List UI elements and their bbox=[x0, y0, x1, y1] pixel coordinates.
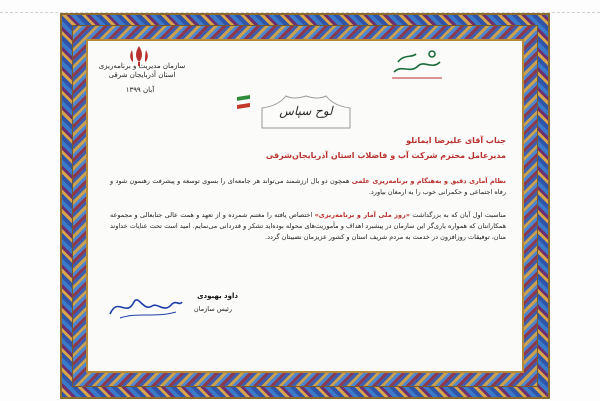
organization-name: سازمان مدیریت و برنامه‌ریزی استان آذربایجان شرقی bbox=[98, 62, 186, 79]
paragraph-1-text: همچون دو بال ارزشمند می‌تواند هر جامعه‌ای را بسوی توسعه و پیشرفت رهنمون شود و رفاه اجتماعی و حکمرانی خوب را به ارمغان بیاورد. bbox=[110, 177, 506, 196]
paragraph-2-text: اختصاص یافته را مغتنم شمرده و از تعهد و همت عالی جنابعالی و مجموعه همکارانتان که همواره یاری‌گر این سازمان در پیشبرد اهداف و مأموریت‌های محوله بوده‌اید تشکر و قدردانی می‌نمایم. امید است تحت عنایات خداوند منان، توفیقات روزافزون در خدمت به مردم شریف استان و کشور عزیزمان نصیبتان گردد. bbox=[110, 211, 506, 241]
paragraph-2 bbox=[110, 210, 506, 243]
paragraph-2-highlight: «روز ملی آمار و برنامه‌ریزی» bbox=[314, 211, 411, 219]
flag-icon bbox=[236, 95, 252, 109]
paragraph-2-start: مناسبت اول آبان که به بزرگداشت bbox=[410, 211, 507, 219]
signer-name: داود بهبودی bbox=[197, 292, 238, 300]
paragraph-1-highlight: نظام آماری دقیق و به‌هنگام و برنامه‌ریزی علمی bbox=[351, 177, 506, 185]
certificate-title: لوح سپاس bbox=[279, 104, 333, 118]
scan-edge bbox=[0, 0, 600, 13]
paragraph-1 bbox=[110, 176, 506, 198]
signer-title: رئیس سازمان bbox=[193, 305, 232, 313]
recipient-position: مدیرعامل محترم شرکت آب و فاضلاب استان آذربایجان‌شرقی bbox=[265, 151, 506, 160]
calligraphy-logo-icon bbox=[388, 44, 446, 84]
recipient-name: جناب آقای علیرضا ایمانلو bbox=[406, 136, 506, 145]
issue-date: آبان ۱۳۹۹ bbox=[125, 86, 155, 94]
